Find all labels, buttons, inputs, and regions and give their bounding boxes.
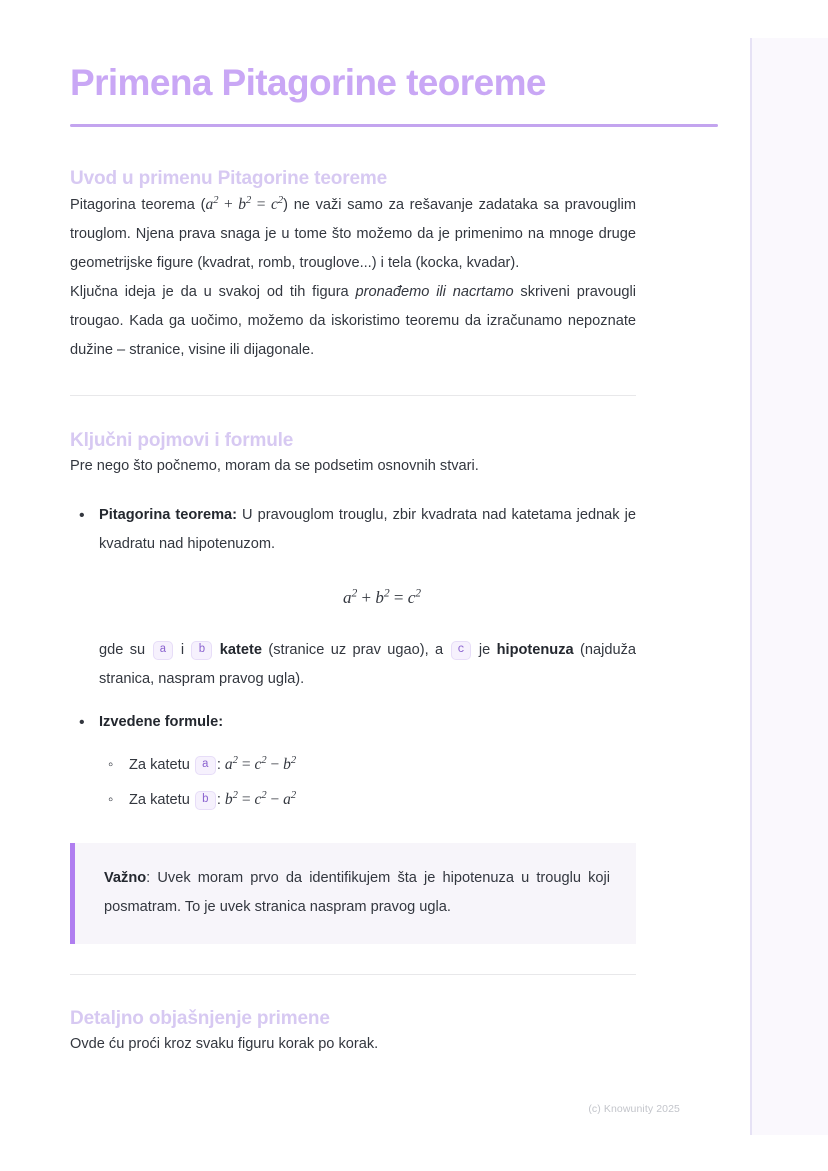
legend-paragraph — [99, 636, 636, 694]
sub1-colon: : — [216, 757, 225, 774]
intro-p1-post: ) ne važi samo za rešavanje zadataka sa pravouglim trouglom. Njena prava snaga je u tome što možemo da je primenimo na mnoge druge geometrijske figure (kvadrat, romb, trouglove...) i tela (kocka, kvadar). — [70, 197, 637, 272]
page-title: Primena Pitagorine teoreme — [70, 62, 546, 103]
bullet-label-izvedene: Izvedene formule: — [99, 714, 224, 731]
sub1-pre: Za katetu — [129, 757, 194, 774]
details-lead: Ovde ću proći kroz svaku figuru korak po korak. — [70, 1036, 379, 1053]
intro-paragraph-2 — [70, 278, 636, 365]
display-formula-pythagoras — [99, 583, 665, 614]
section-divider-1 — [70, 395, 636, 396]
bullet-text-teorema: U pravouglom trouglu, zbir kvadrata nad katetama jednak je kvadratu nad hipotenuzom. — [99, 507, 636, 553]
legend-mid-2: (stranice uz prav ugao), a — [261, 642, 450, 659]
display-formula-text: $a^2 + b^2 = c^2$ — [342, 586, 422, 608]
intro-p2-emphasis: pronađemo ili nacrtamo — [355, 284, 514, 301]
intro-p2-post: skriveni pravougli trougao. Kada ga uočimo, možemo da iskoristimo teoremu da izračunamo nepoznate dužine – stranice, visine ili dijagonale. — [70, 284, 636, 359]
section-heading-uvod: Uvod u primenu Pitagorine teoreme — [70, 168, 388, 190]
legend-pre: gde su — [99, 642, 152, 659]
intro-p1-pre: Pitagorina teorema ( — [70, 197, 206, 214]
section-divider-2 — [70, 974, 636, 975]
list-item-izvedene-formule — [70, 708, 636, 816]
bullet-label-teorema: Pitagorina teorema: — [99, 507, 238, 524]
derived-formula-sublist — [100, 749, 636, 816]
legend-mid-3: je — [472, 642, 497, 659]
section-heading-detaljno: Detaljno objašnjenje primene — [70, 1008, 330, 1030]
list-item-za-katetu-b — [100, 784, 636, 816]
legend-bold-katete: katete — [219, 642, 262, 659]
intro-paragraph-1 — [70, 190, 636, 278]
list-item-pitagorina-teorema — [70, 501, 636, 694]
intro-p2-pre: Ključna ideja je da u svakoj od tih figura — [70, 284, 356, 301]
callout-body: : Uvek moram prvo da identifikujem šta je hipotenuza u trouglu koji posmatram. To je uvek stranica naspram pravog ugla. — [104, 870, 610, 916]
footer-copyright: (c) Knowunity 2025 — [588, 1103, 680, 1115]
formula-kateta-a: $a^2 = c^2 - b^2$ — [224, 755, 297, 774]
legend-bold-hipotenuza: hipotenuza — [496, 642, 574, 659]
code-chip-c: c — [451, 641, 472, 660]
derived-formula-sublist-wrap — [100, 749, 636, 816]
title-underline-rule — [70, 124, 718, 127]
code-chip-a: a — [153, 641, 174, 660]
list-item-za-katetu-a — [100, 749, 636, 781]
page-side-strip — [750, 38, 828, 1135]
sub2-pre: Za katetu — [129, 792, 194, 809]
legend-mid-1: i — [174, 642, 191, 659]
concepts-lead: Pre nego što počnemo, moram da se podsetim osnovnih stvari. — [70, 458, 479, 475]
code-chip-sub-b: b — [195, 791, 216, 810]
inline-formula-pythagoras: $a^2 + b^2 = c^2$ — [205, 195, 284, 214]
callout-label: Važno — [104, 870, 147, 887]
callout-text — [104, 864, 610, 922]
code-chip-b: b — [191, 641, 212, 660]
code-chip-sub-a: a — [195, 756, 216, 775]
section-heading-kljucni-pojmovi: Ključni pojmovi i formule — [70, 430, 294, 452]
sub2-colon: : — [216, 792, 225, 809]
important-callout — [70, 843, 636, 944]
concepts-bullet-list — [70, 501, 636, 816]
formula-kateta-b: $b^2 = c^2 - a^2$ — [224, 790, 297, 809]
legend-post: (najduža stranica, naspram pravog ugla). — [99, 642, 637, 688]
